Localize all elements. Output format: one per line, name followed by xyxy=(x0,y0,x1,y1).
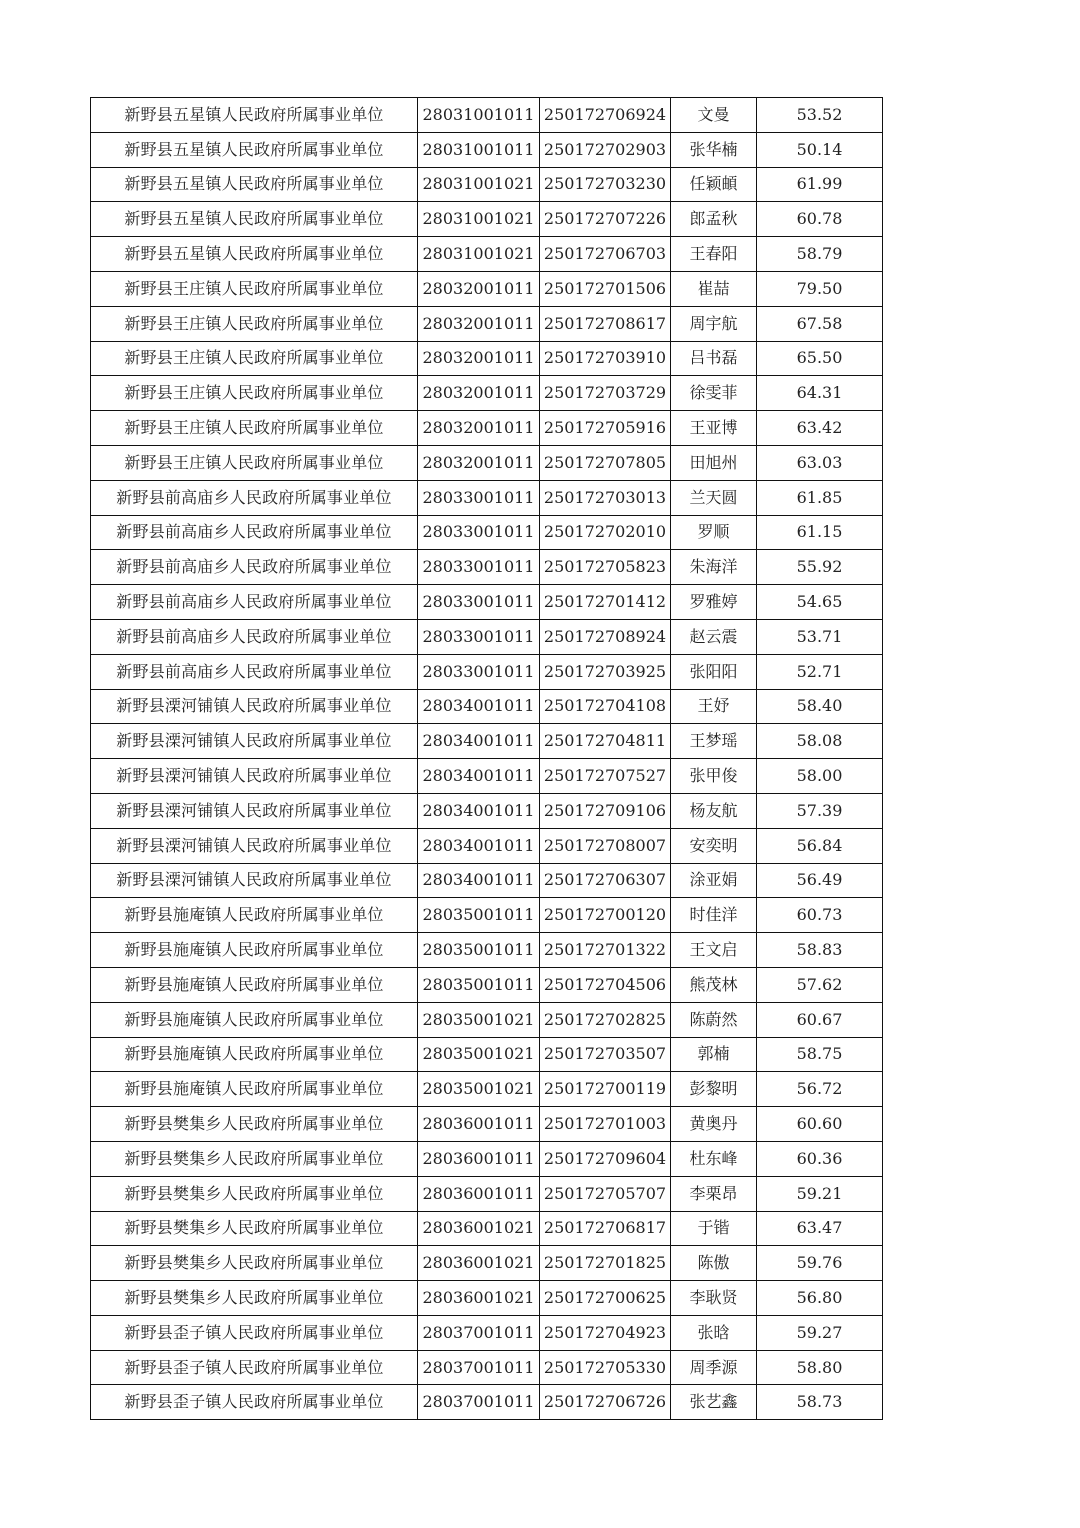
score-cell: 61.15 xyxy=(757,515,883,550)
position-code-cell: 28035001011 xyxy=(418,967,540,1002)
table-row xyxy=(91,793,883,828)
results-table-body xyxy=(91,98,883,1420)
ticket-number-cell: 250172701825 xyxy=(540,1246,671,1281)
candidate-name-cell: 李栗昂 xyxy=(671,1176,757,1211)
score-cell: 56.80 xyxy=(757,1281,883,1316)
unit-cell: 新野县王庄镇人民政府所属事业单位 xyxy=(91,341,418,376)
score-cell: 67.58 xyxy=(757,306,883,341)
ticket-number-cell: 250172702010 xyxy=(540,515,671,550)
position-code-cell: 28035001021 xyxy=(418,1072,540,1107)
candidate-name-cell: 兰天圆 xyxy=(671,480,757,515)
unit-cell: 新野县歪子镇人民政府所属事业单位 xyxy=(91,1385,418,1420)
table-row xyxy=(91,898,883,933)
ticket-number-cell: 250172704506 xyxy=(540,967,671,1002)
position-code-cell: 28034001011 xyxy=(418,724,540,759)
table-row xyxy=(91,1350,883,1385)
table-row xyxy=(91,1037,883,1072)
ticket-number-cell: 250172701412 xyxy=(540,585,671,620)
unit-cell: 新野县溧河铺镇人民政府所属事业单位 xyxy=(91,689,418,724)
ticket-number-cell: 250172703925 xyxy=(540,654,671,689)
position-code-cell: 28032001011 xyxy=(418,411,540,446)
ticket-number-cell: 250172708924 xyxy=(540,619,671,654)
position-code-cell: 28035001011 xyxy=(418,933,540,968)
table-row xyxy=(91,1281,883,1316)
score-cell: 58.79 xyxy=(757,237,883,272)
table-row xyxy=(91,376,883,411)
score-cell: 63.03 xyxy=(757,445,883,480)
unit-cell: 新野县王庄镇人民政府所属事业单位 xyxy=(91,445,418,480)
position-code-cell: 28034001011 xyxy=(418,759,540,794)
table-row xyxy=(91,480,883,515)
ticket-number-cell: 250172704108 xyxy=(540,689,671,724)
table-row xyxy=(91,759,883,794)
ticket-number-cell: 250172704811 xyxy=(540,724,671,759)
candidate-name-cell: 郎孟秋 xyxy=(671,202,757,237)
unit-cell: 新野县五星镇人民政府所属事业单位 xyxy=(91,237,418,272)
candidate-name-cell: 文曼 xyxy=(671,98,757,133)
score-cell: 58.80 xyxy=(757,1350,883,1385)
table-row xyxy=(91,828,883,863)
table-row xyxy=(91,132,883,167)
table-row xyxy=(91,515,883,550)
unit-cell: 新野县溧河铺镇人民政府所属事业单位 xyxy=(91,828,418,863)
unit-cell: 新野县溧河铺镇人民政府所属事业单位 xyxy=(91,863,418,898)
score-cell: 58.00 xyxy=(757,759,883,794)
candidate-name-cell: 陈蔚然 xyxy=(671,1002,757,1037)
unit-cell: 新野县前高庙乡人民政府所属事业单位 xyxy=(91,515,418,550)
score-cell: 55.92 xyxy=(757,550,883,585)
position-code-cell: 28033001011 xyxy=(418,619,540,654)
position-code-cell: 28032001011 xyxy=(418,376,540,411)
position-code-cell: 28033001011 xyxy=(418,515,540,550)
ticket-number-cell: 250172707527 xyxy=(540,759,671,794)
position-code-cell: 28031001021 xyxy=(418,237,540,272)
candidate-name-cell: 陈傲 xyxy=(671,1246,757,1281)
table-row xyxy=(91,1107,883,1142)
table-row xyxy=(91,341,883,376)
table-row xyxy=(91,237,883,272)
score-cell: 56.49 xyxy=(757,863,883,898)
table-row xyxy=(91,1141,883,1176)
candidate-name-cell: 杨友航 xyxy=(671,793,757,828)
position-code-cell: 28037001011 xyxy=(418,1385,540,1420)
score-cell: 58.40 xyxy=(757,689,883,724)
position-code-cell: 28036001021 xyxy=(418,1211,540,1246)
score-cell: 60.36 xyxy=(757,1141,883,1176)
position-code-cell: 28031001011 xyxy=(418,98,540,133)
ticket-number-cell: 250172708617 xyxy=(540,306,671,341)
unit-cell: 新野县前高庙乡人民政府所属事业单位 xyxy=(91,550,418,585)
ticket-number-cell: 250172705330 xyxy=(540,1350,671,1385)
position-code-cell: 28036001021 xyxy=(418,1281,540,1316)
unit-cell: 新野县五星镇人民政府所属事业单位 xyxy=(91,98,418,133)
position-code-cell: 28037001011 xyxy=(418,1350,540,1385)
unit-cell: 新野县王庄镇人民政府所属事业单位 xyxy=(91,306,418,341)
position-code-cell: 28032001011 xyxy=(418,306,540,341)
score-cell: 58.73 xyxy=(757,1385,883,1420)
candidate-name-cell: 罗顺 xyxy=(671,515,757,550)
position-code-cell: 28033001011 xyxy=(418,585,540,620)
ticket-number-cell: 250172701003 xyxy=(540,1107,671,1142)
position-code-cell: 28032001011 xyxy=(418,445,540,480)
candidate-name-cell: 李耿贤 xyxy=(671,1281,757,1316)
unit-cell: 新野县前高庙乡人民政府所属事业单位 xyxy=(91,654,418,689)
score-cell: 59.21 xyxy=(757,1176,883,1211)
ticket-number-cell: 250172703507 xyxy=(540,1037,671,1072)
score-cell: 57.62 xyxy=(757,967,883,1002)
candidate-name-cell: 杜东峰 xyxy=(671,1141,757,1176)
unit-cell: 新野县施庵镇人民政府所属事业单位 xyxy=(91,933,418,968)
unit-cell: 新野县樊集乡人民政府所属事业单位 xyxy=(91,1281,418,1316)
candidate-name-cell: 王春阳 xyxy=(671,237,757,272)
score-cell: 61.85 xyxy=(757,480,883,515)
unit-cell: 新野县五星镇人民政府所属事业单位 xyxy=(91,202,418,237)
position-code-cell: 28035001011 xyxy=(418,898,540,933)
position-code-cell: 28031001011 xyxy=(418,132,540,167)
unit-cell: 新野县樊集乡人民政府所属事业单位 xyxy=(91,1246,418,1281)
ticket-number-cell: 250172706703 xyxy=(540,237,671,272)
candidate-name-cell: 黄奥丹 xyxy=(671,1107,757,1142)
candidate-name-cell: 赵云震 xyxy=(671,619,757,654)
unit-cell: 新野县施庵镇人民政府所属事业单位 xyxy=(91,1002,418,1037)
candidate-name-cell: 罗雅婷 xyxy=(671,585,757,620)
table-row xyxy=(91,967,883,1002)
candidate-name-cell: 王文启 xyxy=(671,933,757,968)
table-row xyxy=(91,619,883,654)
candidate-name-cell: 任颖頔 xyxy=(671,167,757,202)
table-row xyxy=(91,585,883,620)
position-code-cell: 28034001011 xyxy=(418,793,540,828)
score-cell: 58.08 xyxy=(757,724,883,759)
table-row xyxy=(91,1211,883,1246)
ticket-number-cell: 250172709604 xyxy=(540,1141,671,1176)
score-cell: 60.60 xyxy=(757,1107,883,1142)
position-code-cell: 28035001021 xyxy=(418,1002,540,1037)
ticket-number-cell: 250172706817 xyxy=(540,1211,671,1246)
score-cell: 50.14 xyxy=(757,132,883,167)
ticket-number-cell: 250172704923 xyxy=(540,1315,671,1350)
score-cell: 53.71 xyxy=(757,619,883,654)
score-cell: 59.76 xyxy=(757,1246,883,1281)
score-cell: 63.42 xyxy=(757,411,883,446)
table-row xyxy=(91,167,883,202)
unit-cell: 新野县前高庙乡人民政府所属事业单位 xyxy=(91,480,418,515)
ticket-number-cell: 250172707226 xyxy=(540,202,671,237)
position-code-cell: 28036001021 xyxy=(418,1246,540,1281)
table-row xyxy=(91,1002,883,1037)
ticket-number-cell: 250172703013 xyxy=(540,480,671,515)
position-code-cell: 28037001011 xyxy=(418,1315,540,1350)
ticket-number-cell: 250172701322 xyxy=(540,933,671,968)
score-cell: 59.27 xyxy=(757,1315,883,1350)
candidate-name-cell: 周宇航 xyxy=(671,306,757,341)
score-cell: 57.39 xyxy=(757,793,883,828)
candidate-name-cell: 张甲俊 xyxy=(671,759,757,794)
candidate-name-cell: 张晗 xyxy=(671,1315,757,1350)
unit-cell: 新野县王庄镇人民政府所属事业单位 xyxy=(91,411,418,446)
table-row xyxy=(91,271,883,306)
score-cell: 58.75 xyxy=(757,1037,883,1072)
table-row xyxy=(91,411,883,446)
ticket-number-cell: 250172702825 xyxy=(540,1002,671,1037)
unit-cell: 新野县五星镇人民政府所属事业单位 xyxy=(91,167,418,202)
candidate-name-cell: 徐雯菲 xyxy=(671,376,757,411)
candidate-name-cell: 张华楠 xyxy=(671,132,757,167)
score-cell: 61.99 xyxy=(757,167,883,202)
score-cell: 56.84 xyxy=(757,828,883,863)
table-row xyxy=(91,306,883,341)
score-cell: 54.65 xyxy=(757,585,883,620)
unit-cell: 新野县施庵镇人民政府所属事业单位 xyxy=(91,1037,418,1072)
candidate-name-cell: 王妤 xyxy=(671,689,757,724)
ticket-number-cell: 250172703729 xyxy=(540,376,671,411)
position-code-cell: 28031001021 xyxy=(418,167,540,202)
unit-cell: 新野县溧河铺镇人民政府所属事业单位 xyxy=(91,724,418,759)
ticket-number-cell: 250172703910 xyxy=(540,341,671,376)
score-cell: 65.50 xyxy=(757,341,883,376)
ticket-number-cell: 250172708007 xyxy=(540,828,671,863)
position-code-cell: 28036001011 xyxy=(418,1141,540,1176)
unit-cell: 新野县施庵镇人民政府所属事业单位 xyxy=(91,898,418,933)
unit-cell: 新野县施庵镇人民政府所属事业单位 xyxy=(91,967,418,1002)
candidate-name-cell: 周季源 xyxy=(671,1350,757,1385)
ticket-number-cell: 250172705916 xyxy=(540,411,671,446)
candidate-name-cell: 朱海洋 xyxy=(671,550,757,585)
unit-cell: 新野县王庄镇人民政府所属事业单位 xyxy=(91,376,418,411)
position-code-cell: 28034001011 xyxy=(418,689,540,724)
unit-cell: 新野县前高庙乡人民政府所属事业单位 xyxy=(91,619,418,654)
position-code-cell: 28033001011 xyxy=(418,550,540,585)
candidate-name-cell: 崔喆 xyxy=(671,271,757,306)
position-code-cell: 28036001011 xyxy=(418,1107,540,1142)
unit-cell: 新野县五星镇人民政府所属事业单位 xyxy=(91,132,418,167)
ticket-number-cell: 250172706924 xyxy=(540,98,671,133)
score-cell: 60.73 xyxy=(757,898,883,933)
unit-cell: 新野县樊集乡人民政府所属事业单位 xyxy=(91,1107,418,1142)
candidate-name-cell: 时佳洋 xyxy=(671,898,757,933)
ticket-number-cell: 250172703230 xyxy=(540,167,671,202)
ticket-number-cell: 250172706307 xyxy=(540,863,671,898)
score-cell: 53.52 xyxy=(757,98,883,133)
ticket-number-cell: 250172700120 xyxy=(540,898,671,933)
ticket-number-cell: 250172705823 xyxy=(540,550,671,585)
table-row xyxy=(91,550,883,585)
unit-cell: 新野县樊集乡人民政府所属事业单位 xyxy=(91,1141,418,1176)
candidate-name-cell: 安奕明 xyxy=(671,828,757,863)
unit-cell: 新野县樊集乡人民政府所属事业单位 xyxy=(91,1176,418,1211)
score-cell: 60.67 xyxy=(757,1002,883,1037)
position-code-cell: 28032001011 xyxy=(418,271,540,306)
unit-cell: 新野县樊集乡人民政府所属事业单位 xyxy=(91,1211,418,1246)
table-row xyxy=(91,654,883,689)
unit-cell: 新野县施庵镇人民政府所属事业单位 xyxy=(91,1072,418,1107)
table-row xyxy=(91,1176,883,1211)
ticket-number-cell: 250172705707 xyxy=(540,1176,671,1211)
candidate-name-cell: 张艺鑫 xyxy=(671,1385,757,1420)
table-row xyxy=(91,98,883,133)
results-table xyxy=(90,97,883,1420)
table-row xyxy=(91,863,883,898)
ticket-number-cell: 250172700625 xyxy=(540,1281,671,1316)
candidate-name-cell: 于锴 xyxy=(671,1211,757,1246)
table-row xyxy=(91,445,883,480)
score-cell: 58.83 xyxy=(757,933,883,968)
candidate-name-cell: 彭黎明 xyxy=(671,1072,757,1107)
table-row xyxy=(91,1246,883,1281)
unit-cell: 新野县歪子镇人民政府所属事业单位 xyxy=(91,1350,418,1385)
ticket-number-cell: 250172702903 xyxy=(540,132,671,167)
candidate-name-cell: 王亚博 xyxy=(671,411,757,446)
position-code-cell: 28035001021 xyxy=(418,1037,540,1072)
position-code-cell: 28034001011 xyxy=(418,863,540,898)
score-cell: 52.71 xyxy=(757,654,883,689)
ticket-number-cell: 250172707805 xyxy=(540,445,671,480)
table-row xyxy=(91,933,883,968)
table-row xyxy=(91,1385,883,1420)
table-row xyxy=(91,724,883,759)
candidate-name-cell: 张阳阳 xyxy=(671,654,757,689)
unit-cell: 新野县前高庙乡人民政府所属事业单位 xyxy=(91,585,418,620)
unit-cell: 新野县溧河铺镇人民政府所属事业单位 xyxy=(91,793,418,828)
score-cell: 56.72 xyxy=(757,1072,883,1107)
position-code-cell: 28036001011 xyxy=(418,1176,540,1211)
ticket-number-cell: 250172700119 xyxy=(540,1072,671,1107)
candidate-name-cell: 郭楠 xyxy=(671,1037,757,1072)
unit-cell: 新野县歪子镇人民政府所属事业单位 xyxy=(91,1315,418,1350)
position-code-cell: 28033001011 xyxy=(418,480,540,515)
score-cell: 63.47 xyxy=(757,1211,883,1246)
score-cell: 64.31 xyxy=(757,376,883,411)
position-code-cell: 28033001011 xyxy=(418,654,540,689)
table-row xyxy=(91,1315,883,1350)
candidate-name-cell: 田旭州 xyxy=(671,445,757,480)
candidate-name-cell: 涂亚娟 xyxy=(671,863,757,898)
ticket-number-cell: 250172701506 xyxy=(540,271,671,306)
table-row xyxy=(91,202,883,237)
unit-cell: 新野县溧河铺镇人民政府所属事业单位 xyxy=(91,759,418,794)
position-code-cell: 28034001011 xyxy=(418,828,540,863)
unit-cell: 新野县王庄镇人民政府所属事业单位 xyxy=(91,271,418,306)
position-code-cell: 28032001011 xyxy=(418,341,540,376)
candidate-name-cell: 王梦瑶 xyxy=(671,724,757,759)
score-cell: 60.78 xyxy=(757,202,883,237)
table-row xyxy=(91,689,883,724)
table-row xyxy=(91,1072,883,1107)
candidate-name-cell: 熊茂林 xyxy=(671,967,757,1002)
score-cell: 79.50 xyxy=(757,271,883,306)
candidate-name-cell: 吕书磊 xyxy=(671,341,757,376)
position-code-cell: 28031001021 xyxy=(418,202,540,237)
ticket-number-cell: 250172706726 xyxy=(540,1385,671,1420)
ticket-number-cell: 250172709106 xyxy=(540,793,671,828)
